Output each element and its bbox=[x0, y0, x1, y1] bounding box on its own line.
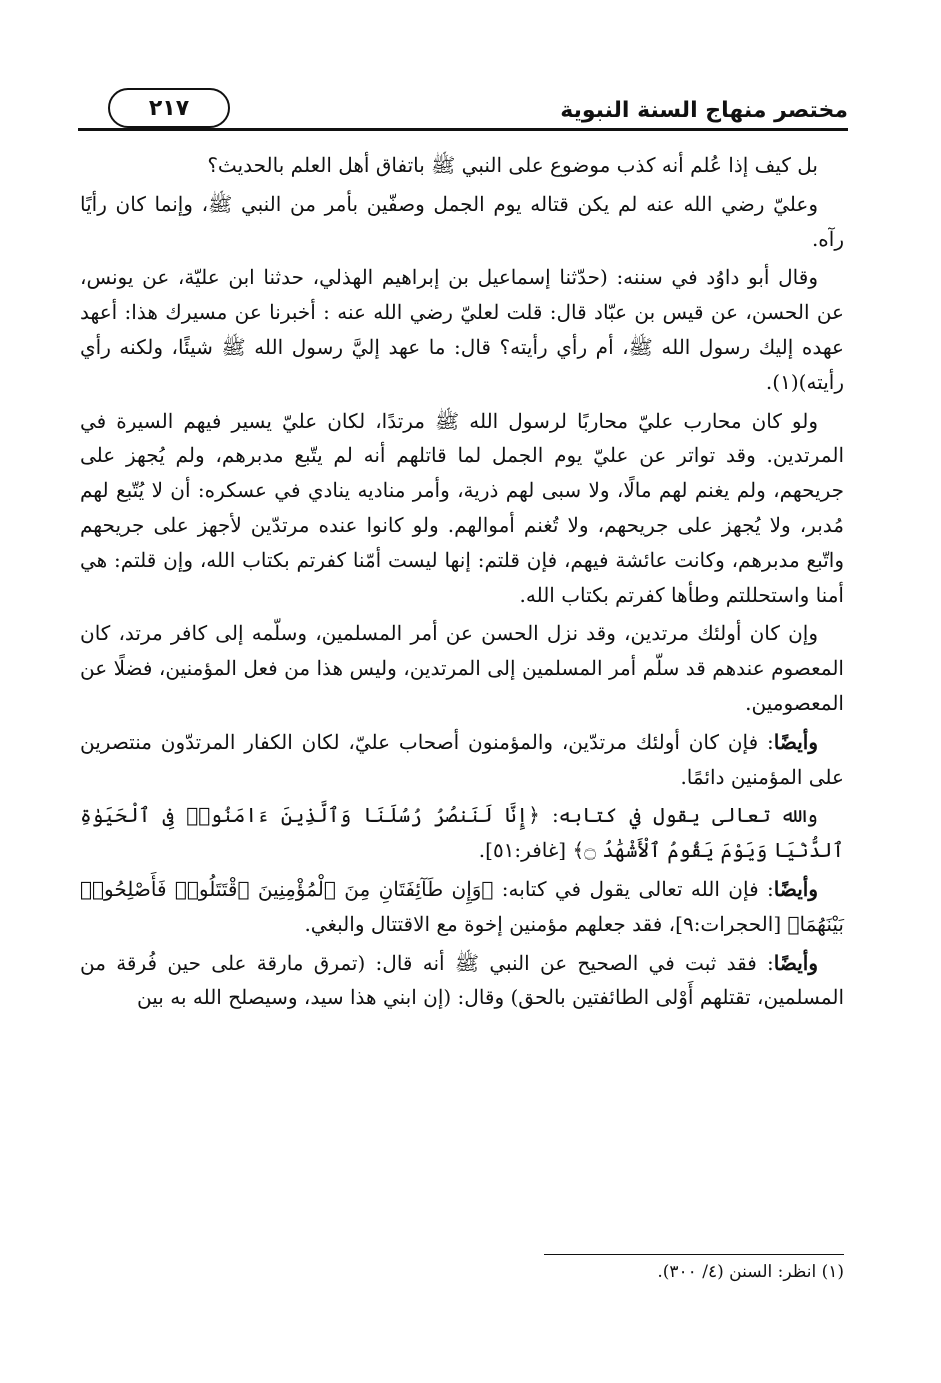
paragraph-9 bbox=[80, 946, 844, 1016]
header-rule bbox=[78, 128, 848, 131]
paragraph-3: وقال أبو داوُد في سننه: (حدّثنا إسماعيل بن إبراهيم الهذلي، حدثنا ابن عليّة، عن يونس، عن الحسن، عن قيس بن عبّاد قال: قلت لعليّ رضي الله عنه : أخبرنا عن مسيرك هذا: أعهد عهده إليك رسول الله ﷺ، أم رأي رأيته؟ قال: ما عهد إليَّ رسول الله ﷺ شيئًا، ولكنه رأي رأيته)(١). bbox=[80, 265, 844, 394]
paragraph-7-quran: والله تعالى يقول في كتابه: ﴿إِنَّا لَنَنصُرُ رُسُلَنَا وَٱلَّذِينَ ءَامَنُوا۟ فِى ٱلْحَيَوٰةِ ٱلدُّنْيَا وَيَوْمَ يَقُومُ ٱلْأَشْهَٰدُ ۝﴾ [غافر:٥١]. bbox=[80, 803, 844, 863]
body-text bbox=[80, 148, 844, 1019]
paragraph-6 bbox=[80, 725, 844, 795]
paragraph-lead: وأيضًا bbox=[773, 729, 818, 754]
footnote: (١) انظر: السنن (٤/ ٣٠٠). bbox=[657, 1262, 844, 1282]
paragraph-1: بل كيف إذا عُلم أنه كذب موضوع على النبي ﷺ باتفاق أهل العلم بالحديث؟ bbox=[207, 153, 818, 177]
paragraph-8 bbox=[80, 872, 844, 942]
page-number: ٢١٧ bbox=[108, 88, 230, 128]
paragraph-lead: وأيضًا bbox=[773, 950, 818, 975]
paragraph-body: : فقد ثبت في الصحيح عن النبي ﷺ أنه قال: (تمرق مارقة على حين فُرقة من المسلمين، تقتلهم أَوْلى الطائفتين بالحق) وقال: (إن ابني هذا سيد، وسيصلح الله به بين bbox=[80, 950, 844, 1010]
paragraph-2: وعليّ رضي الله عنه لم يكن قتاله يوم الجمل وصفّين بأمر من النبي ﷺ، وإنما كان رأيًا رآه. bbox=[80, 191, 844, 251]
paragraph-body: : فإن الله تعالى يقول في كتابه: ﴿وَإِن طَآئِفَتَانِ مِنَ ٱلْمُؤْمِنِينَ ٱقْتَتَلُوا۟ فَأَصْلِحُوا۟ بَيْنَهُمَا﴾ [الحجرات:٩]، فقد جعلهم مؤمنين إخوة مع الاقتتال والبغي. bbox=[80, 876, 844, 936]
paragraph-4: ولو كان محارب عليّ محاربًا لرسول الله ﷺ مرتدًا، لكان عليّ يسير فيهم السيرة في المرتدين. وقد تواتر عن عليّ يوم الجمل لما قاتلهم أنه لم يتّبع مدبرهم، ولم يُجهز على جريحهم، ولم يغنم لهم مالًا، ولا سبى لهم ذرية، وأمر مناديه ينادي في عسكره: أن لا يُتّبع لهم مُدبر، ولا يُجهز على جريحهم، ولا تُغنم أموالهم. ولو كانوا عنده مرتدّين لأجهز على جريحهم واتّبع مدبرهم، وكانت عائشة فيهم، فإن قلتم: إنها ليست أمّنا كفرتم بكتاب الله، وإن قلتم: هي أمنا واستحللتم وطأها كفرتم بكتاب الله. bbox=[80, 408, 844, 607]
footnote-rule bbox=[544, 1254, 844, 1255]
book-title: مختصر منهاج السنة النبوية bbox=[560, 98, 848, 123]
paragraph-5: وإن كان أولئك مرتدين، وقد نزل الحسن عن أمر المسلمين، وسلّمه إلى كافر مرتد، كان المعصوم عندهم قد سلّم أمر المسلمين إلى المرتدين، وليس هذا من فعل المؤمنين، فضلًا عن المعصومين. bbox=[80, 621, 844, 715]
page-header bbox=[78, 82, 848, 136]
paragraph-lead: وأيضًا bbox=[773, 876, 818, 901]
paragraph-body: : فإن كان أولئك مرتدّين، والمؤمنون أصحاب عليّ، لكان الكفار المرتدّون منتصرين على المؤمنين دائمًا. bbox=[80, 729, 844, 789]
